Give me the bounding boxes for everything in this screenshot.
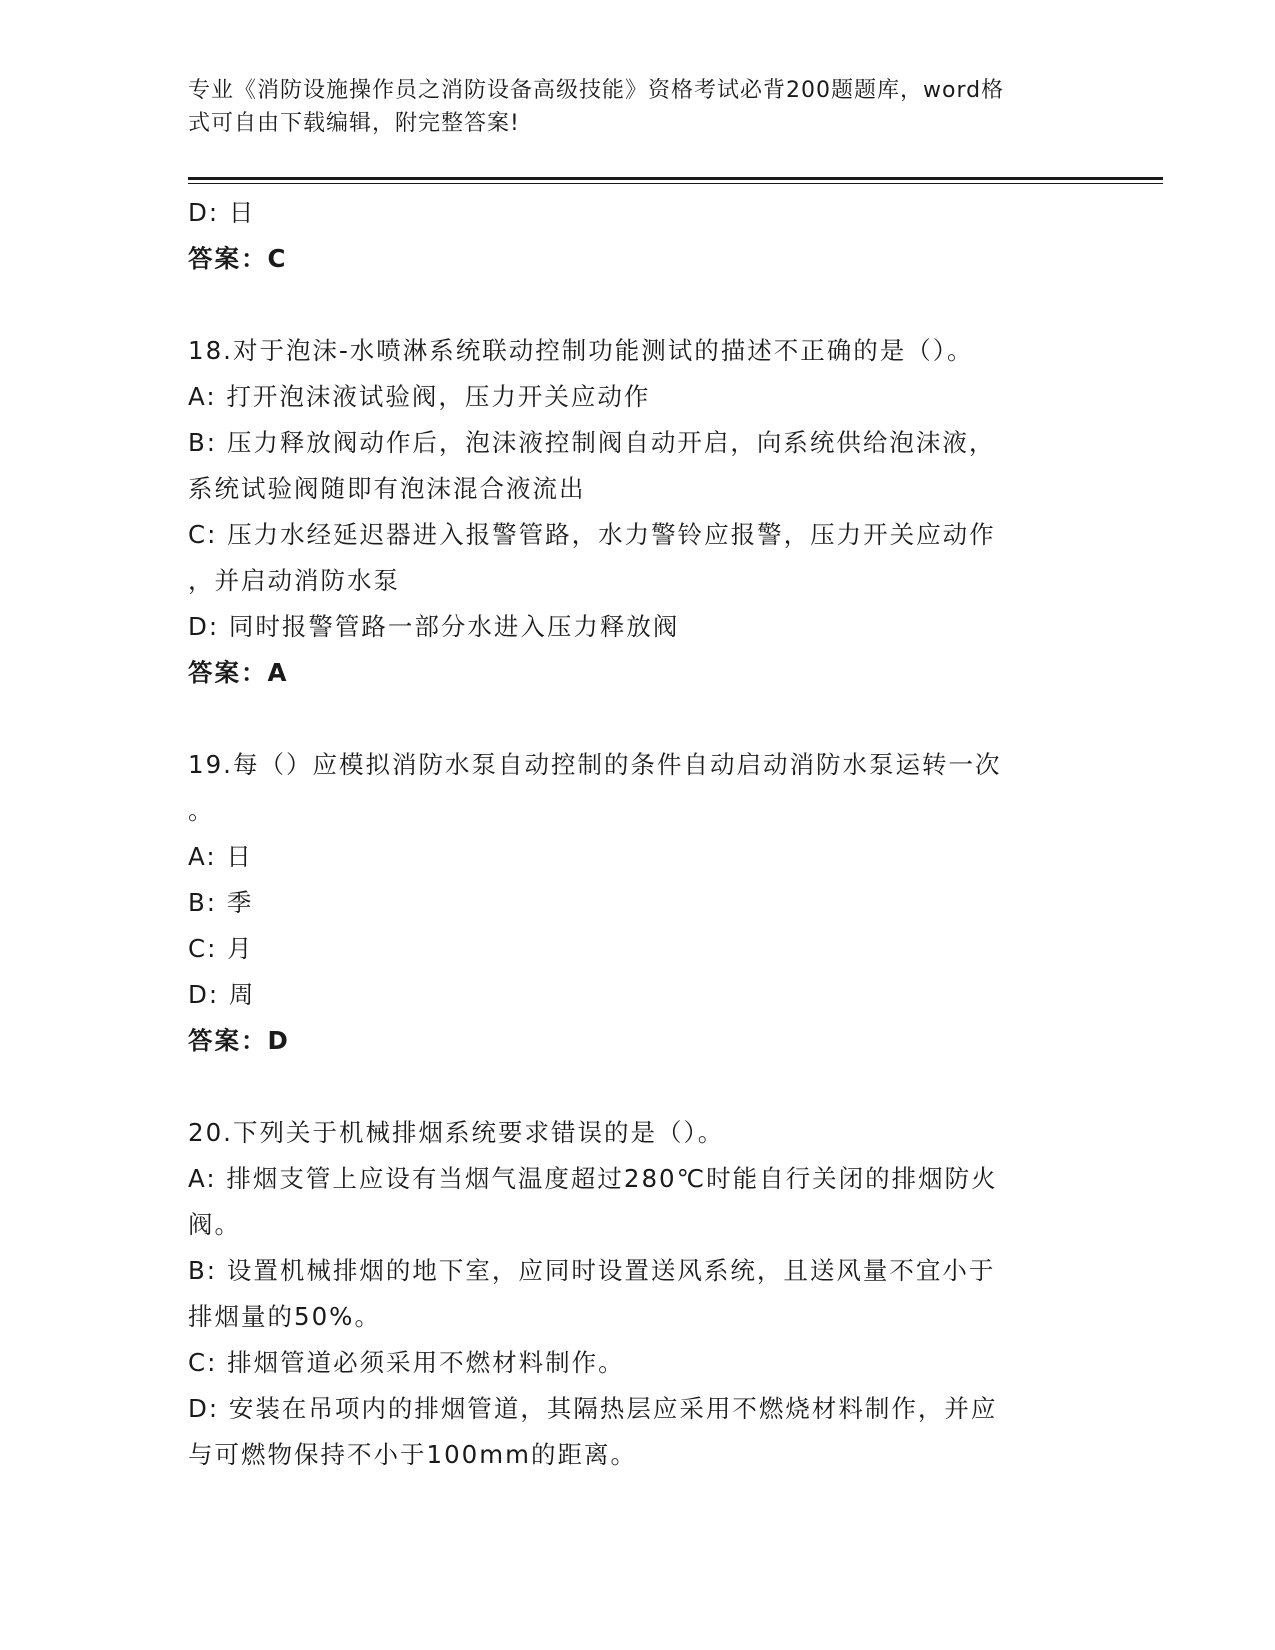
question-18 <box>188 328 1088 696</box>
option-b: B: 压力释放阀动作后，泡沫液控制阀自动开启，向系统供给泡沫液， <box>188 428 996 457</box>
option-b: B: 季 <box>188 888 254 917</box>
header-divider-thick <box>188 177 1163 180</box>
question-text: 19.每（）应模拟消防水泵自动控制的条件自动启动消防水泵运转一次 <box>188 750 1002 779</box>
header-divider-thin <box>188 183 1163 184</box>
document-header <box>188 74 1068 140</box>
option-a-continued: 阀。 <box>188 1210 241 1239</box>
option-d: D: 同时报警管路一部分水进入压力释放阀 <box>188 612 680 641</box>
question-list <box>188 190 1088 1478</box>
option-b: B: 设置机械排烟的地下室，应同时设置送风系统，且送风量不宜小于 <box>188 1256 996 1285</box>
answer-label: 答案：C <box>188 244 288 273</box>
option-d-continued: 与可燃物保持不小于100mm的距离。 <box>188 1440 637 1469</box>
option-d: D: 安装在吊项内的排烟管道，其隔热层应采用不燃烧材料制作，并应 <box>188 1394 998 1423</box>
header-line-1: 专业《消防设施操作员之消防设备高级技能》资格考试必背200题题库，word格 <box>188 78 1005 103</box>
header-line-2: 式可自由下载编辑，附完整答案! <box>188 111 520 136</box>
option-c: C: 排烟管道必须采用不燃材料制作。 <box>188 1348 625 1377</box>
option-b-continued: 排烟量的50%。 <box>188 1302 381 1331</box>
question-19 <box>188 742 1088 1064</box>
option-d: D: 日 <box>188 198 256 227</box>
option-d: D: 周 <box>188 980 256 1009</box>
answer-label: 答案：A <box>188 658 289 687</box>
question-text-continued: 。 <box>188 796 215 825</box>
option-a: A: 排烟支管上应设有当烟气温度超过280℃时能自行关闭的排烟防火 <box>188 1164 998 1193</box>
option-c: C: 压力水经延迟器进入报警管路，水力警铃应报警，压力开关应动作 <box>188 520 996 549</box>
option-c-continued: ，并启动消防水泵 <box>188 566 400 595</box>
question-text: 18.对于泡沫-水喷淋系统联动控制功能测试的描述不正确的是（）。 <box>188 336 974 365</box>
option-a: A: 日 <box>188 842 253 871</box>
option-c: C: 月 <box>188 934 254 963</box>
question-17 <box>188 190 1088 282</box>
answer-label: 答案：D <box>188 1026 290 1055</box>
question-20 <box>188 1110 1088 1478</box>
option-b-continued: 系统试验阀随即有泡沫混合液流出 <box>188 474 586 503</box>
option-a: A: 打开泡沫液试验阀，压力开关应动作 <box>188 382 651 411</box>
question-text: 20.下列关于机械排烟系统要求错误的是（）。 <box>188 1118 725 1147</box>
